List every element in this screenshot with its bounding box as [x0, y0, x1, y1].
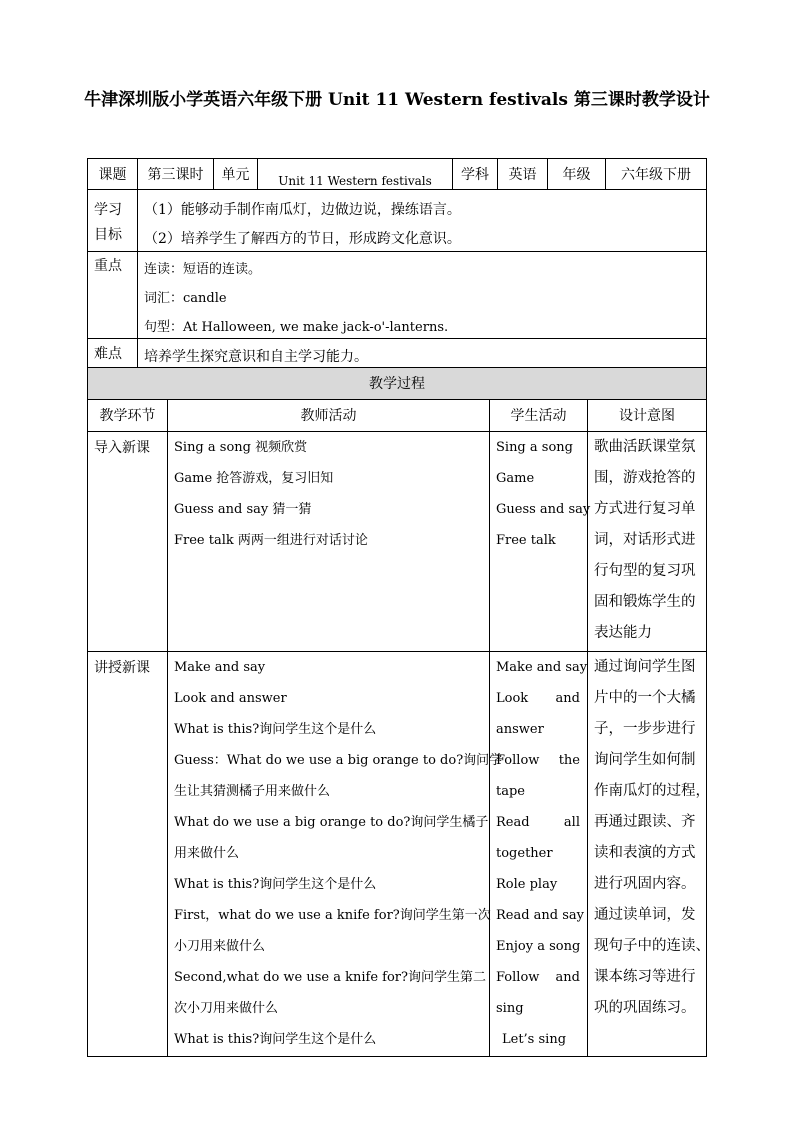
word: and [555, 691, 580, 706]
row-divider [87, 399, 707, 400]
teach-teacher-line: Make and say [174, 660, 266, 675]
grade-label: 年级 [562, 167, 591, 183]
teach-intent-line: 再通过跟读、齐 [594, 814, 696, 830]
teach-student-line: Make and say [496, 660, 588, 675]
intro-intent-line: 行句型的复习巩 [594, 563, 696, 579]
teach-student-line: Enjoy a song [496, 939, 581, 954]
teach-intent-line: 巩的巩固练习。 [594, 1000, 696, 1016]
intro-student-activities [496, 432, 590, 556]
intro-student-line: Game [496, 471, 535, 486]
teach-intent-line: 子，一步步进行 [594, 721, 696, 737]
intro-teacher-line: Game 抢答游戏，复习旧知 [174, 471, 334, 486]
teach-teacher-line: First，what do we use a knife for?询问学生第一次 [174, 908, 491, 923]
teach-intent-line: 通过读单词，发 [594, 907, 696, 923]
word: Follow [496, 970, 540, 985]
teach-teacher-line: 小刀用来做什么 [174, 939, 266, 954]
subject-label: 学科 [461, 167, 489, 183]
process-heading: 教学过程 [369, 376, 425, 392]
teach-student-line: sing [496, 1001, 524, 1016]
teach-intent-line: 片中的一个大橘 [594, 690, 696, 706]
intro-design-intent [594, 432, 696, 649]
teach-teacher-line: What is this?询问学生这个是什么 [174, 722, 377, 737]
col-divider [167, 399, 168, 1057]
teach-student-line: Let’s sing [502, 1032, 567, 1047]
teach-student-line: tape [496, 784, 525, 799]
word: and [555, 970, 580, 985]
teach-student-line: together [496, 846, 553, 861]
objectives-label-2: 目标 [94, 227, 122, 243]
lesson-label: 课题 [98, 167, 127, 183]
objective-item-1: （1）能够动手制作南瓜灯，边做边说，操练语言。 [144, 202, 461, 218]
teach-intent-line: 通过询问学生图 [594, 659, 696, 675]
intro-intent-line: 歌曲活跃课堂氛 [594, 439, 696, 455]
teach-student-line [496, 807, 580, 838]
intro-teacher-activities [174, 432, 368, 556]
teach-teacher-line: Guess：What do we use a big orange to do?询问学 [174, 753, 503, 768]
subject-value: 英语 [508, 167, 537, 183]
teach-teacher-line: What is this?询问学生这个是什么 [174, 877, 377, 892]
row-divider [87, 251, 707, 252]
teach-teacher-line: Second,what do we use a knife for?询问学生第二 [174, 970, 486, 985]
teach-teacher-line: 用来做什么 [174, 846, 240, 861]
intro-stage: 导入新课 [94, 440, 150, 456]
intro-teacher-line: Free talk 两两一组进行对话讨论 [174, 533, 368, 548]
word: Follow [496, 753, 540, 768]
col-header-teacher: 教师活动 [300, 408, 357, 424]
intro-intent-line: 表达能力 [594, 625, 652, 641]
teach-intent-line: 读和表演的方式 [594, 845, 696, 861]
objective-item-2: （2）培养学生了解西方的节日，形成跨文化意识。 [144, 231, 461, 247]
intro-intent-line: 围，游戏抢答的 [594, 470, 696, 486]
teach-intent-line: 进行巩固内容。 [594, 876, 696, 892]
key-point-vocabulary: 词汇：candle [144, 291, 227, 306]
teach-student-line [496, 683, 580, 714]
intro-student-line: Guess and say [496, 502, 591, 517]
intro-student-line: Free talk [496, 533, 556, 548]
teach-student-line [496, 745, 580, 776]
intro-intent-line: 方式进行复习单 [594, 501, 696, 517]
intro-teacher-line: Guess and say 猜一猜 [174, 502, 312, 517]
word: the [558, 753, 580, 768]
col-divider [137, 189, 138, 367]
lesson-value: 第三课时 [147, 167, 204, 183]
teach-student-activities [496, 652, 587, 1055]
col-header-student: 学生活动 [510, 408, 567, 424]
document-title: 牛津深圳版小学英语六年级下册 Unit 11 Western festivals 第三课时教学设计 [84, 90, 710, 110]
col-header-intent: 设计意图 [619, 408, 675, 424]
word: Look [496, 691, 529, 706]
teach-intent-line: 现句子中的连读、 [594, 938, 710, 954]
key-point-sentence: 句型：At Halloween, we make jack-o'-lanterns. [144, 320, 449, 335]
word: Read [496, 815, 530, 830]
teach-intent-line: 课本练习等进行 [594, 969, 696, 985]
row-divider [87, 367, 707, 368]
intro-teacher-line: Sing a song 视频欣赏 [174, 440, 308, 455]
word: all [563, 815, 580, 830]
teach-intent-line: 作南瓜灯的过程， [594, 783, 710, 799]
unit-value: Unit 11 Western festivals [278, 174, 432, 188]
teach-student-line: Role play [496, 877, 558, 892]
key-point-linking: 连读：短语的连读。 [144, 262, 262, 277]
intro-intent-line: 词，对话形式进 [594, 532, 696, 548]
teach-student-line: Read and say [496, 908, 585, 923]
teach-student-line [496, 962, 580, 993]
intro-student-line: Sing a song [496, 440, 573, 455]
intro-intent-line: 固和锻炼学生的 [594, 594, 696, 610]
teach-teacher-line: What do we use a big orange to do?询问学生橘子 [174, 815, 489, 830]
key-points-label: 重点 [94, 258, 122, 274]
difficulties-text: 培养学生探究意识和自主学习能力。 [144, 349, 368, 365]
teach-intent-line: 询问学生如何制 [594, 752, 696, 768]
teach-teacher-line: What is this?询问学生这个是什么 [174, 1032, 377, 1047]
grade-value: 六年级下册 [621, 167, 691, 183]
row-divider [87, 338, 707, 339]
objectives-label-1: 学习 [94, 202, 122, 218]
teach-teacher-line: 生让其猜测橘子用来做什么 [174, 784, 331, 799]
teach-design-intent [594, 652, 710, 1024]
difficulties-label: 难点 [94, 346, 122, 362]
teach-student-line: answer [496, 722, 544, 737]
teach-stage: 讲授新课 [94, 660, 150, 676]
teach-teacher-line: Look and answer [174, 691, 287, 706]
teach-teacher-activities [174, 652, 502, 1055]
teach-teacher-line: 次小刀用来做什么 [174, 1001, 279, 1016]
unit-label: 单元 [221, 167, 250, 183]
col-header-stage: 教学环节 [99, 408, 156, 424]
